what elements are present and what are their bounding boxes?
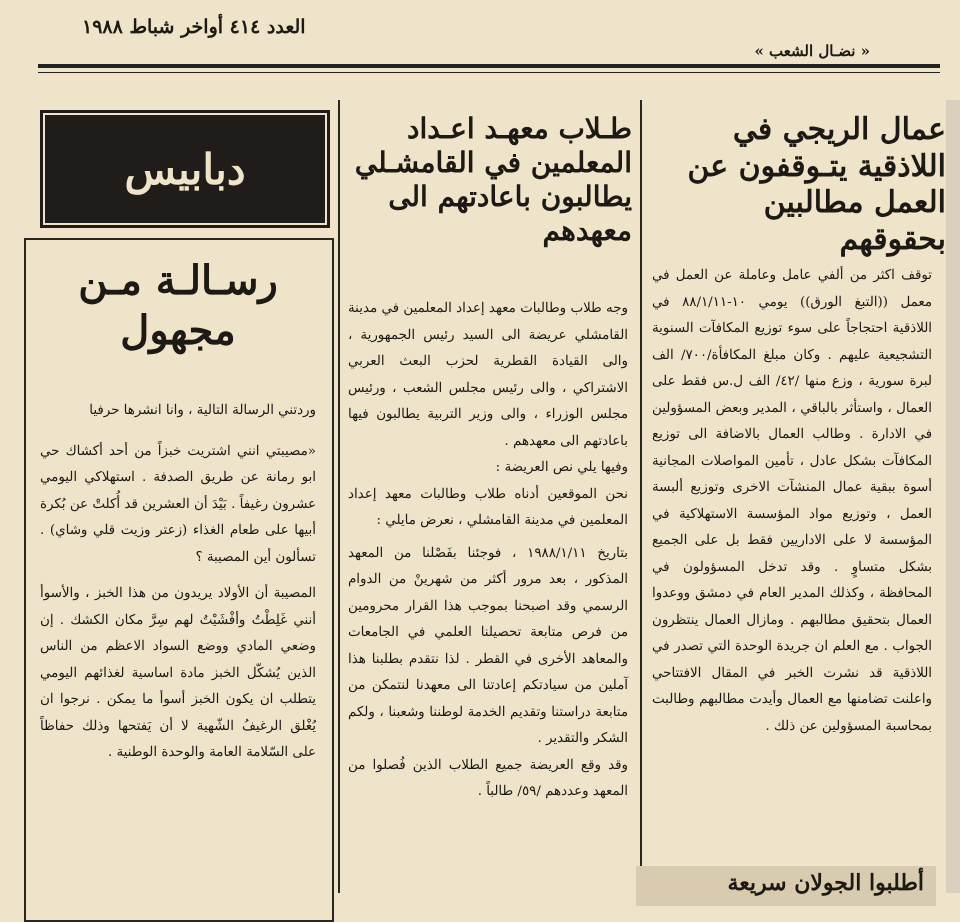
- header-rule-thick: [38, 64, 940, 68]
- letter-paragraph: المصيبة أن الأولاد يريدون من هذا الخبز ، والأسوأ أنني غَلِطْتُ وأفْشَيْتُ لهم سِرَّ مكان الكشك . إن وضعي المادي ووضع السواد الاعظم من الناس الذين يُشكّل الخبز مادة اساسية لغذائهم اليومي يتطلب ان يكون الخبز أسوأ ما يمكن . نرجوا ان يُغْلق الرغيفُ الشّهية لا أن يَفتحها وذلك حفاظاً على السّلامة العامة والوحدة الوطنية .: [40, 586, 316, 760]
- article2-paragraph: بتاريخ ١٩٨٨/١/١١ ، فوجئنا بفَصْلنا من المعهد المذكور ، بعد مرور أكثر من شهرينْ من الدوام الرسمي وقد اصبحنا بموجب هذا القرار محرومين من فرص متابعة تحصيلنا العلمي في الجامعات والمعاهد الأخرى في القطر . لذا نتقدم بطلبنا هذا آملين من سيادتكم إعادتنا الى معهدنا لنتمكن من متابعة دراستنا وتقديم الخدمة لوطننا وشعبنا ، ولكم الشكر والتقدير .: [348, 545, 628, 746]
- article1-title: عمال الريجي في اللاذقية يتـوقفون عن العمل مطالبين بحقوقهم: [687, 112, 946, 257]
- bottom-teaser-box: [636, 866, 936, 906]
- letter-paragraph: «مصيبتي انني اشتريت خبزاً من أحد أكشاك حي ابو رمانة عن طريق الصدفة . استهلاكي اليومي عشرون رغيفاً . بَيْدَ أن العشرين قد أُكلتْ عن بُكرة أبيها على طعام الغذاء (زعتر وزيت قلي وشاي) . تسألون أين المصيبة ؟: [40, 443, 316, 565]
- article2-paragraph: وجه طلاب وطالبات معهد إعداد المعلمين في مدينة القامشلي عريضة الى السيد رئيس الجمهورية ، والى القيادة القطرية لحزب البعث العربي الاشتراكي ، والى رئيس مجلس الشعب ، ورئيس مجلس الوزراء ، والى وزير التربية يطالبون فيها باعادتهم الى معهدهم .: [348, 301, 628, 449]
- article2-paragraph: وقد وقع العريضة جميع الطلاب الذين فُصلوا من المعهد وعددهم /٥٩/ طالباً .: [348, 757, 628, 799]
- letter-intro: وردتني الرسالة التالية ، وانا انشرها حرفيا: [89, 403, 316, 418]
- publication-name: « نضـال الشعب »: [754, 42, 870, 60]
- article1-body: توقف اكثر من ألفي عامل وعاملة عن العمل في معمل ((التبغ الورق)) يومي ١٠-٨٨/١/١١ في اللاذقية احتجاجاً على سوء توزيع المكافآت السنوية التشجيعية عليهم . وكان مبلغ المكافأة/٧٠٠/ الف لبرة سورية ، وزع منها /٤٢/ الف ل.س فقط على العمال ، واستأثر بالباقي ، المدير وبعض المسؤولين في الادارة . وطالب العمال بالاضافة الى توزيع المكافآت بشكل عادل ، تأمين المواصلات المجانية أسوة ببقية عمال المنشآت الاخرى وتوزيع ألبسة العمل ، وتوزيع مواد المؤسسة الاستهلاكية في المؤسسة لا على الاداريين فقط بل على الجميع بشكل متساوٍ . وقد تدخل المسؤولون في المحافظة ، وكذلك المدير العام في دمشق ووعدوا العمال بتحقيق مطالبهم . ومازال العمال ينتظرون الجواب . مع العلم ان جريدة الوحدة التي تصدر في اللاذقية قد نشرت الخبر في المقال الافتتاحي واعلنت تضامنها مع العمال وأيدت مطالبهم وطالبت بمحاسبة المسؤولين عن ذلك .: [652, 268, 932, 734]
- letter-body: [40, 398, 316, 767]
- column-logo-box: [40, 110, 330, 228]
- letter-title: رسـالـة مـن مجهول: [78, 257, 278, 354]
- article2-title: طـلاب معهـد اعـداد المعلمين في القامشـلي يطالبون باعادتهم الى معهدهم: [354, 112, 632, 248]
- issue-info: العدد ٤١٤ أواخر شباط ١٩٨٨: [82, 16, 306, 38]
- bottom-teaser: أطلبوا الجولان سريعة: [727, 870, 924, 896]
- article2-body: [348, 296, 628, 806]
- article2-paragraph: نحن الموقعين أدناه طلاب وطالبات معهد إعداد المعلمين في مدينة القامشلي ، نعرض مايلي :: [348, 486, 628, 528]
- adjacent-page-edge: [946, 100, 960, 893]
- column-divider-left: [338, 100, 340, 893]
- header-rule-thin: [38, 72, 940, 73]
- article2-paragraph: وفيها يلي نص العريضة :: [495, 460, 628, 475]
- column-logo: دبابيس: [124, 144, 246, 194]
- column-divider-right: [640, 100, 642, 893]
